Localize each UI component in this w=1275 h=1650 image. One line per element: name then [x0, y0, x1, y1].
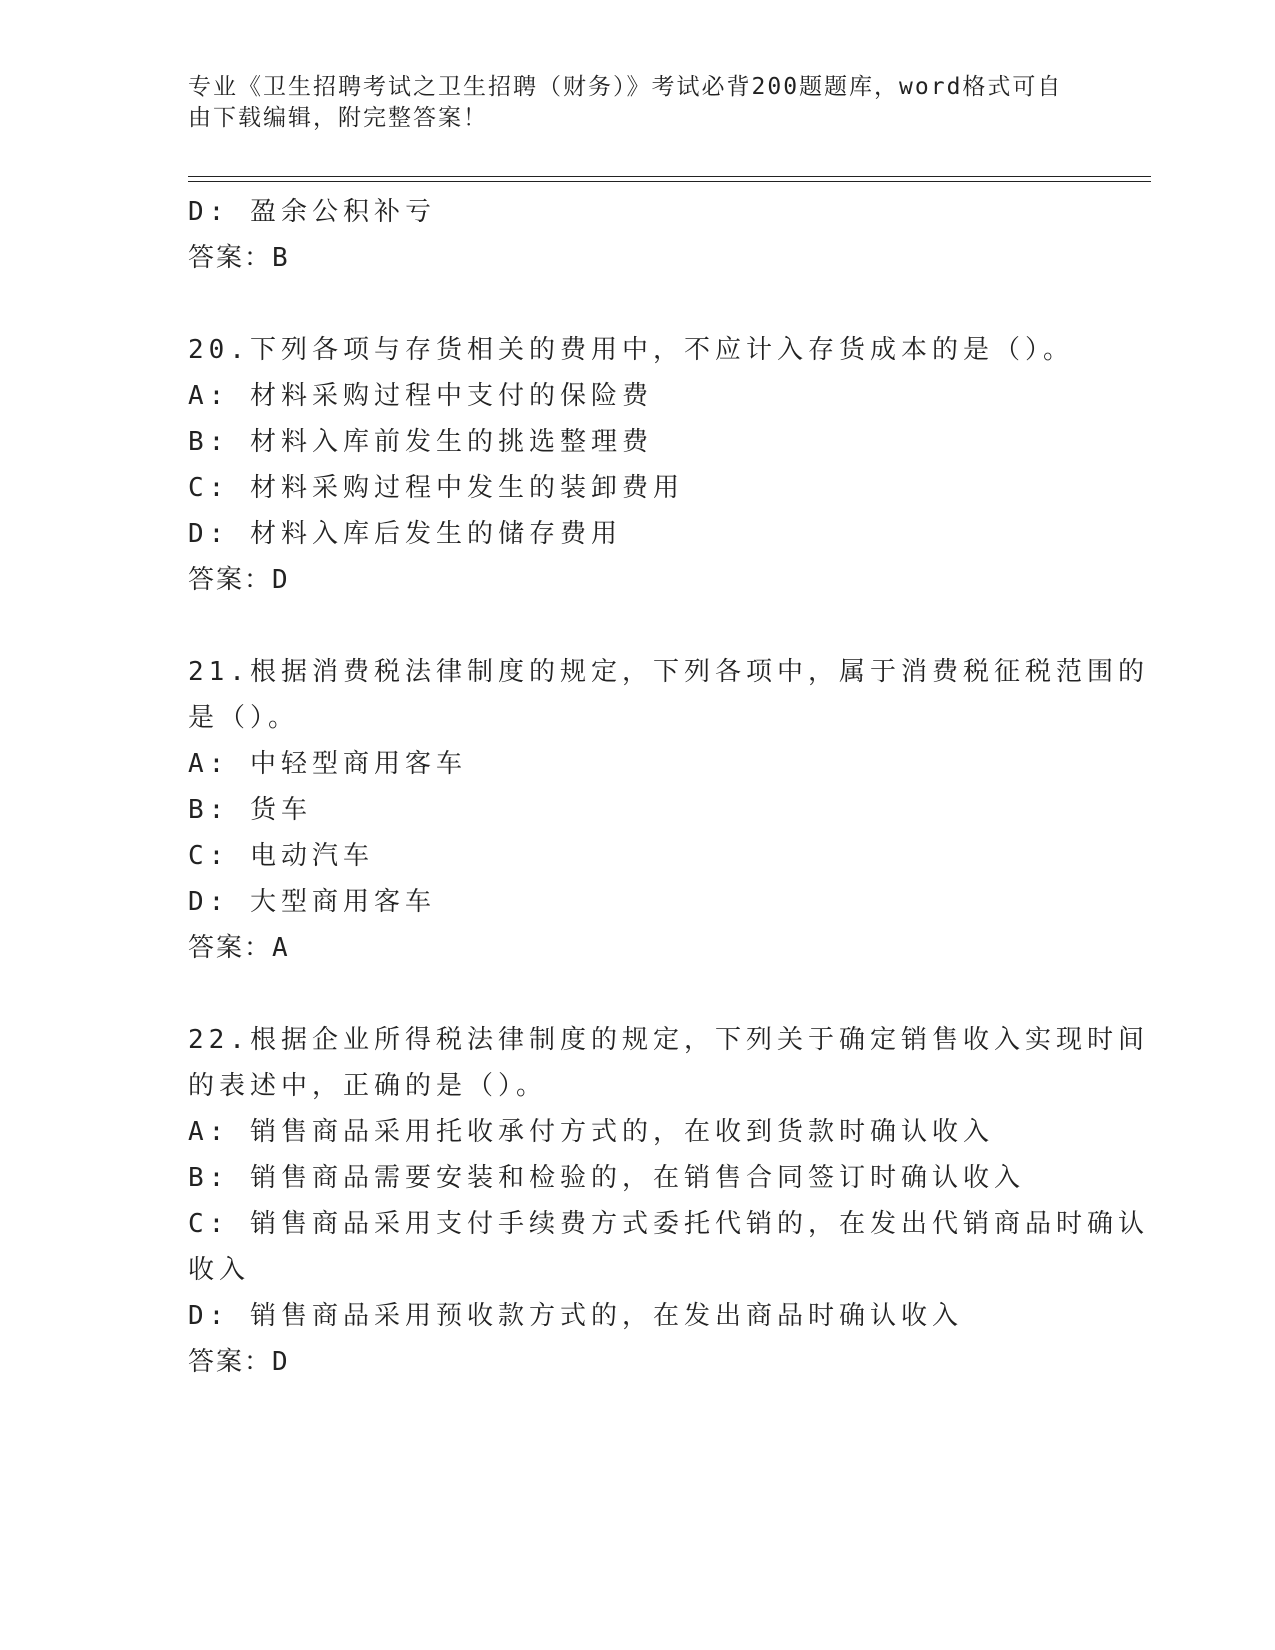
header-line-2: 由下载编辑，附完整答案！: [188, 105, 488, 131]
answer-line: 答案：D: [188, 1347, 290, 1377]
answer-line: 答案：D: [188, 565, 290, 595]
option-d: D: 盈余公积补亏: [188, 197, 436, 227]
option-a: A: 销售商品采用托收承付方式的，在收到货款时确认收入: [188, 1117, 994, 1147]
option-c-line-1: C: 销售商品采用支付手续费方式委托代销的，在发出代销商品时确认: [188, 1209, 1149, 1239]
previous-question-tail: [188, 189, 1088, 281]
option-b: B: 货车: [188, 795, 312, 825]
option-d: D: 大型商用客车: [188, 887, 436, 917]
question-20: [188, 327, 1088, 603]
header-line-1: 专业《卫生招聘考试之卫生招聘（财务）》考试必背200题题库，word格式可自: [188, 74, 1063, 100]
option-a: A: 中轻型商用客车: [188, 749, 467, 779]
option-b: B: 销售商品需要安装和检验的，在销售合同签订时确认收入: [188, 1163, 1025, 1193]
spacer: [188, 971, 1088, 1017]
question-stem-line-1: 21.根据消费税法律制度的规定，下列各项中，属于消费税征税范围的: [188, 657, 1149, 687]
question-list: [188, 189, 1149, 1385]
option-c-line-2: 收入: [188, 1255, 251, 1285]
question-stem-line-1: 22.根据企业所得税法律制度的规定，下列关于确定销售收入实现时间: [188, 1025, 1149, 1055]
spacer: [188, 603, 1088, 649]
spacer: [188, 281, 1088, 327]
option-c: C: 材料采购过程中发生的装卸费用: [188, 473, 684, 503]
answer-line: 答案：A: [188, 933, 290, 963]
question-22: [188, 1017, 1149, 1385]
question-stem: 20.下列各项与存货相关的费用中，不应计入存货成本的是（）。: [188, 335, 1074, 365]
option-d: D: 销售商品采用预收款方式的，在发出商品时确认收入: [188, 1301, 963, 1331]
question-stem-line-2: 是（）。: [188, 703, 300, 733]
option-d: D: 材料入库后发生的储存费用: [188, 519, 622, 549]
answer-line: 答案：B: [188, 243, 290, 273]
question-stem-line-2: 的表述中，正确的是（）。: [188, 1071, 548, 1101]
option-a: A: 材料采购过程中支付的保险费: [188, 381, 653, 411]
header-divider-top: [188, 176, 1151, 177]
option-c: C: 电动汽车: [188, 841, 374, 871]
option-b: B: 材料入库前发生的挑选整理费: [188, 427, 653, 457]
question-21: [188, 649, 1149, 971]
document-header: [188, 72, 1068, 134]
header-divider-bottom: [188, 181, 1151, 182]
